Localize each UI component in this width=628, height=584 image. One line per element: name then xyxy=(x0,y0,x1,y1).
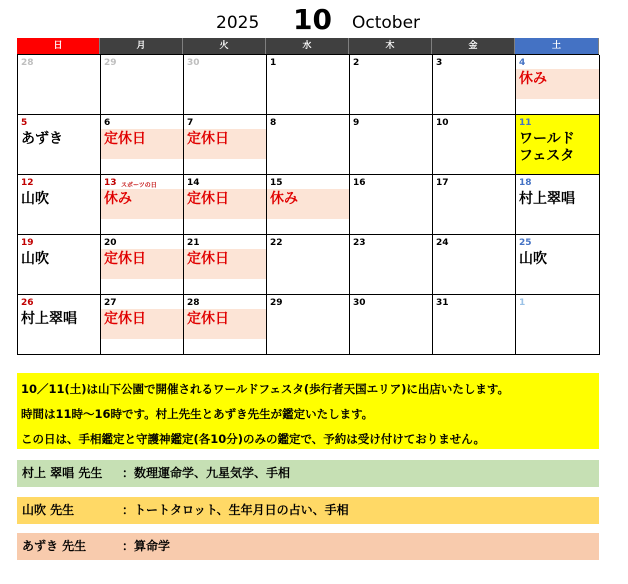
day-cell xyxy=(18,235,101,295)
day-label: 村上翠唱 xyxy=(519,191,575,207)
day-number: 12 xyxy=(21,178,34,188)
day-number: 13 xyxy=(104,178,117,188)
day-label: 村上翠唱 xyxy=(21,311,77,327)
day-number: 22 xyxy=(270,238,283,248)
day-label: 定休日 xyxy=(187,131,229,147)
day-number: 16 xyxy=(353,178,366,188)
day-cell xyxy=(350,235,433,295)
event-notice xyxy=(17,373,599,449)
day-cell xyxy=(101,115,184,175)
day-number: 15 xyxy=(270,178,283,188)
day-number: 2 xyxy=(353,58,360,68)
day-label: 定休日 xyxy=(187,251,229,267)
day-label: 定休日 xyxy=(104,131,146,147)
day-cell xyxy=(101,55,184,115)
day-number: 24 xyxy=(436,238,449,248)
day-number: 14 xyxy=(187,178,200,188)
day-number: 28 xyxy=(21,58,34,68)
day-cell xyxy=(184,295,267,355)
day-number: 21 xyxy=(187,238,200,248)
notice-line-3: この日は、手相鑑定と守護神鑑定(各10分)のみの鑑定で、予約は受け付けておりません。 xyxy=(21,432,485,446)
day-label: 休み xyxy=(104,191,132,207)
day-cell xyxy=(433,235,516,295)
day-cell xyxy=(350,175,433,235)
day-label: 定休日 xyxy=(104,251,146,267)
calendar-header xyxy=(0,0,628,38)
day-number: 4 xyxy=(519,58,526,68)
day-number: 1 xyxy=(270,58,277,68)
holiday-name: スポーツの日 xyxy=(121,182,157,189)
day-cell xyxy=(18,55,101,115)
day-label: 休み xyxy=(519,71,547,87)
day-cell xyxy=(267,55,350,115)
day-cell xyxy=(18,295,101,355)
weekday-thu: 木 xyxy=(349,38,432,54)
day-number: 20 xyxy=(104,238,117,248)
day-cell xyxy=(433,55,516,115)
day-cell xyxy=(184,115,267,175)
day-number: 23 xyxy=(353,238,366,248)
day-label: ワールド フェスタ xyxy=(519,131,575,164)
day-cell xyxy=(18,175,101,235)
day-label: 休み xyxy=(270,191,298,207)
weekday-fri: 金 xyxy=(432,38,515,54)
weekday-tue: 火 xyxy=(183,38,266,54)
day-number: 5 xyxy=(21,118,28,128)
day-cell xyxy=(267,175,350,235)
day-cell xyxy=(267,295,350,355)
notice-line-1: 10／11(土)は山下公園で開催されるワールドフェスタ(歩行者天国エリア)に出店いたします。 xyxy=(21,382,509,396)
notice-line-2: 時間は11時～16時です。村上先生とあずき先生が鑑定いたします。 xyxy=(21,407,374,421)
teacher-name: 山吹 先生 xyxy=(22,503,75,517)
day-label: 定休日 xyxy=(104,311,146,327)
weekday-sun: 日 xyxy=(17,38,100,54)
day-cell xyxy=(350,55,433,115)
day-cell xyxy=(184,175,267,235)
day-cell xyxy=(516,295,600,355)
day-number: 18 xyxy=(519,178,532,188)
day-label: 定休日 xyxy=(187,191,229,207)
day-number: 8 xyxy=(270,118,277,128)
day-cell xyxy=(516,175,600,235)
day-number: 29 xyxy=(270,298,283,308)
day-number: 9 xyxy=(353,118,360,128)
day-label: 山吹 xyxy=(21,191,49,207)
calendar-grid xyxy=(17,54,599,355)
day-cell xyxy=(350,115,433,175)
day-number: 25 xyxy=(519,238,532,248)
day-cell xyxy=(516,115,600,175)
day-number: 26 xyxy=(21,298,34,308)
weekday-header-row xyxy=(17,38,599,54)
teacher-row-yamabuki xyxy=(17,497,599,524)
day-cell xyxy=(101,295,184,355)
day-cell xyxy=(267,235,350,295)
day-number: 27 xyxy=(104,298,117,308)
month-number: 10 xyxy=(293,3,332,36)
weekday-mon: 月 xyxy=(100,38,183,54)
teacher-specialty: ：トートタロット、生年月日の占い、手相 xyxy=(122,503,349,517)
year-label: 2025 xyxy=(216,13,260,33)
calendar xyxy=(17,38,599,355)
day-label: 山吹 xyxy=(519,251,547,267)
month-name: October xyxy=(352,13,421,33)
day-number: 10 xyxy=(436,118,449,128)
day-number: 29 xyxy=(104,58,117,68)
day-cell xyxy=(267,115,350,175)
day-label: あずき xyxy=(21,131,63,147)
day-number: 19 xyxy=(21,238,34,248)
day-cell xyxy=(516,55,600,115)
weekday-sat: 土 xyxy=(515,38,599,54)
teacher-row-azuki xyxy=(17,533,599,560)
day-number: 1 xyxy=(519,298,526,308)
teacher-row-murakami xyxy=(17,460,599,487)
day-cell xyxy=(433,115,516,175)
day-label: 定休日 xyxy=(187,311,229,327)
day-cell xyxy=(516,235,600,295)
day-label: 山吹 xyxy=(21,251,49,267)
day-cell xyxy=(184,55,267,115)
day-number: 17 xyxy=(436,178,449,188)
day-cell xyxy=(433,295,516,355)
day-cell xyxy=(350,295,433,355)
day-number: 30 xyxy=(353,298,366,308)
teacher-name: 村上 翠唱 先生 xyxy=(22,466,103,480)
day-number: 31 xyxy=(436,298,449,308)
day-number: 11 xyxy=(519,118,532,128)
teacher-name: あずき 先生 xyxy=(22,539,87,553)
day-number: 30 xyxy=(187,58,200,68)
day-cell xyxy=(101,175,184,235)
day-cell xyxy=(101,235,184,295)
weekday-wed: 水 xyxy=(266,38,349,54)
day-cell xyxy=(18,115,101,175)
day-number: 28 xyxy=(187,298,200,308)
day-cell xyxy=(433,175,516,235)
teacher-specialty: ：数理運命学、九星気学、手相 xyxy=(122,466,291,480)
day-number: 6 xyxy=(104,118,111,128)
teacher-specialty: ：算命学 xyxy=(122,539,171,553)
day-cell xyxy=(184,235,267,295)
day-number: 7 xyxy=(187,118,194,128)
day-number: 3 xyxy=(436,58,443,68)
